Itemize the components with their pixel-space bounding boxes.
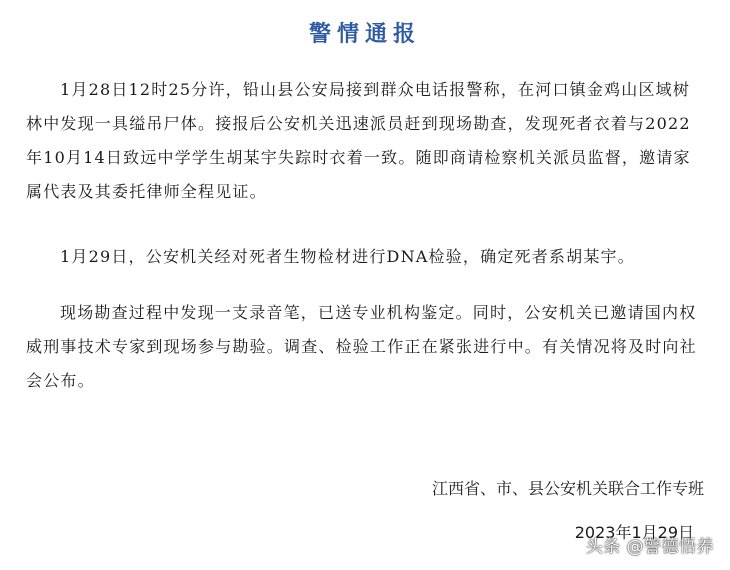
notice-paragraph-3: 现场勘查过程中发现一支录音笔，已送专业机构鉴定。同时，公安机关已邀请国内权威刑事技术专家到现场参与勘验。调查、检验工作正在紧张进行中。有关情况将及时向社会公布。 xyxy=(26,303,697,390)
notice-paragraph-1: 1月28日12时25分许，铅山县公安局接到群众电话报警称，在河口镇金鸡山区域树林中发现一具缢吊尸体。接报后公安机关迅速派员赶到现场勘查，发现死者衣着与2022年10月14日致远中学学生胡某宇失踪时衣着一致。随即商请检察机关派员监督，邀请家属代表及其委托律师全程见证。 xyxy=(26,80,691,201)
issue-date: 2023年1月29日 xyxy=(574,523,694,542)
issuer-signature: 江西省、市、县公安机关联合工作专班 xyxy=(431,479,704,498)
notice-title: 警情通报 xyxy=(308,22,421,47)
source-watermark: 头条 @警德悟养 xyxy=(585,537,714,557)
notice-paragraph-2: 1月29日，公安机关经对死者生物检材进行DNA检验，确定死者系胡某宇。 xyxy=(60,247,635,266)
